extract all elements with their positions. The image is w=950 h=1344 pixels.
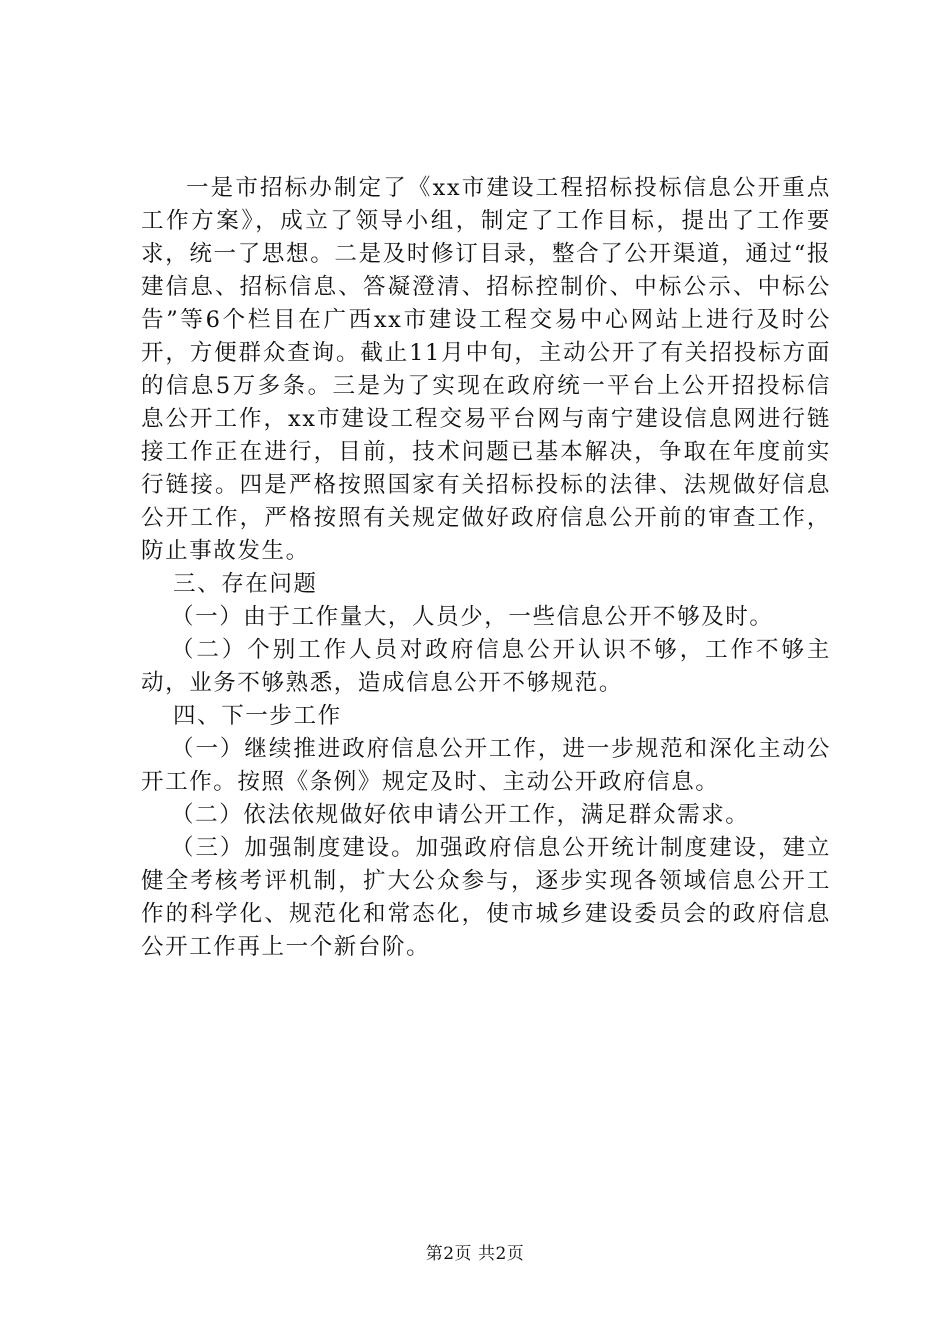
- next-step-item-1: （一）继续推进政府信息公开工作，进一步规范和深化主动公开工作。按照《条例》规定及时、主动公开政府信息。: [141, 736, 831, 795]
- next-step-item-2: （二）依法依规做好依申请公开工作，满足群众需求。: [171, 802, 750, 828]
- next-step-item-3: （三）加强制度建设。加强政府信息公开统计制度建设，建立健全考核考评机制，扩大公众参与，逐步实现各领域信息公开工作的科学化、规范化和常态化，使市城乡建设委员会的政府信息公开工作再上一个新台阶。: [141, 835, 831, 960]
- page-number-footer: 第2页 共2页: [425, 1244, 525, 1264]
- document-body: [141, 172, 831, 964]
- heading-existing-problems: 三、存在问题: [173, 571, 318, 597]
- problem-item-1: （一）由于工作量大，人员少，一些信息公开不够及时。: [171, 604, 774, 630]
- paragraph-work-measures: 一是市招标办制定了《xx市建设工程招标投标信息公开重点工作方案》，成立了领导小组，制定了工作目标，提出了工作要求，统一了思想。二是及时修订目录，整合了公开渠道，通过“报建信息、招标信息、答凝澄清、招标控制价、中标公示、中标公告”等6个栏目在广西xx市建设工程交易中心网站上进行及时公开，方便群众查询。截止11月中旬，主动公开了有关招投标方面的信息5万多条。三是为了实现在政府统一平台上公开招投标信息公开工作，xx市建设工程交易平台网与南宁建设信息网进行链接工作正在进行，目前，技术问题已基本解决，争取在年度前实行链接。四是严格按照国家有关招标投标的法律、法规做好信息公开工作，严格按照有关规定做好政府信息公开前的审查工作，防止事故发生。: [141, 175, 831, 564]
- problem-item-2: （二）个别工作人员对政府信息公开认识不够，工作不够主动，业务不够熟悉，造成信息公开不够规范。: [141, 637, 831, 696]
- heading-next-steps: 四、下一步工作: [173, 703, 342, 729]
